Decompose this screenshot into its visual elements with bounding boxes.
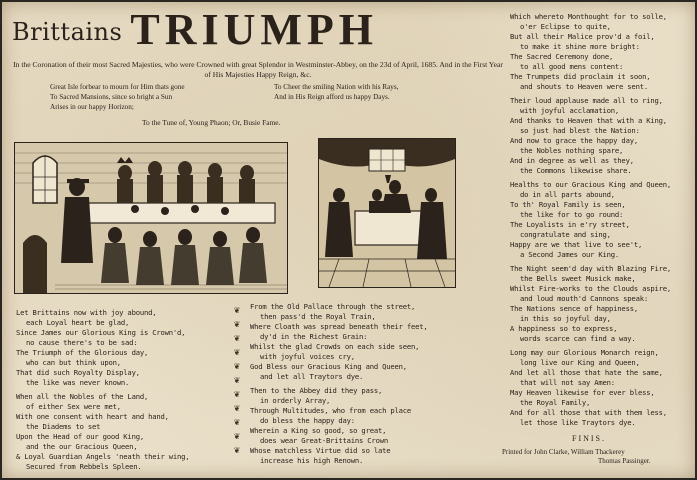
verse-line: The Triumph of the Glorious day,	[16, 348, 149, 357]
verse-line: The Nations sence of happiness,	[510, 304, 638, 313]
verse-line: The Loyalists in e'ry street,	[510, 220, 630, 229]
woodcut-toast-image	[319, 139, 455, 287]
title-big: TRIUMPH	[130, 5, 378, 54]
verse-line: in this so joyful day,	[520, 314, 611, 323]
verse-line: With one consent with heart and hand,	[16, 412, 169, 421]
verse-line: so just had blest the Nation:	[520, 126, 640, 135]
verse-line: let those like Traytors dye.	[520, 418, 636, 427]
epigraph-right-line: And in His Reign afford us happy Days.	[274, 93, 390, 101]
epigraph-left-line: To Sacred Mansions, since so bright a Sun	[50, 93, 173, 101]
verse-line: the like for to go round:	[520, 210, 624, 219]
verse-line: Whose matchless Virtue did so late	[250, 446, 391, 455]
subtitle: In the Coronation of their most Sacred Majesties, who were Crowned with great Splendor in Westminster-Abbey, on the 23d of April, 1685. And in the First Year of His Majesties Happy Reign, &c.	[13, 60, 503, 79]
verse-line: congratulate and sing,	[520, 230, 611, 239]
verse-line: do in all parts abound,	[520, 190, 615, 199]
verse-line: God Bless our Gracious King and Queen,	[250, 362, 407, 371]
verse-line: do bless the happy day:	[260, 416, 355, 425]
verse-line: Whilst Fire-works to the Clouds aspire,	[510, 284, 671, 293]
verse-line: Then to the Abbey did they pass,	[250, 386, 383, 395]
title-small: Brittains	[12, 18, 123, 46]
verse-line: and loud mouth'd Cannons speak:	[520, 294, 648, 303]
verse-line: each Loyal heart be glad,	[26, 318, 130, 327]
verse-line: who can but think upon,	[26, 358, 121, 367]
verse-line: And now to grace the happy day,	[510, 136, 638, 145]
verse-line: The Trumpets did proclaim it soon,	[510, 72, 651, 81]
verse-line: and shouts to Heaven were sent.	[520, 82, 648, 91]
verse-line: dy'd in the Richest Grain:	[260, 332, 368, 341]
verse-line: & Loyal Guardian Angels 'neath their wing,	[16, 452, 190, 461]
verse-line: the Commons likewise share.	[520, 166, 632, 175]
verse-line: Whilst the glad Crowds on each side seen,	[250, 342, 420, 351]
verse-line: The Night seem'd day with Blazing Fire,	[510, 264, 671, 273]
verse-line: To th' Royal Family is seen,	[510, 200, 626, 209]
verse-line: Healths to our Gracious King and Queen,	[510, 180, 671, 189]
verse-line: And let all those that hate the same,	[510, 368, 663, 377]
imprint	[502, 448, 692, 466]
verse-line: to all good mens content:	[520, 62, 624, 71]
verse-line: Which whereto Monthought for to solle,	[510, 12, 667, 21]
verse-line: The Sacred Ceremony done,	[510, 52, 614, 61]
verse-line: to make it shine more bright:	[520, 42, 640, 51]
verse-line: May Heaven likewise for ever bless,	[510, 388, 655, 397]
verse-line: with joyful acclamation,	[520, 106, 620, 115]
verse-column-1	[16, 308, 189, 472]
verse-line: And in degree as well as they,	[510, 156, 634, 165]
verse-line: the Bells sweet Musick make,	[520, 274, 636, 283]
verse-line: Since James our Glorious King is Crown'd,	[16, 328, 186, 337]
tune-line: To the Tune of, Young Phaon; Or, Busie Fame.	[142, 118, 281, 127]
verse-line: the Diadems to set	[26, 422, 101, 431]
verse-line: When all the Nobles of the Land,	[16, 392, 149, 401]
woodcut-banquet	[14, 142, 288, 294]
broadside-sheet	[2, 2, 695, 478]
title	[12, 5, 378, 54]
verse-line: in orderly Array,	[260, 396, 331, 405]
verse-line: Through Multitudes, who from each place	[250, 406, 411, 415]
verse-line: Happy are we that live to see't,	[510, 240, 643, 249]
ornament-divider: ❦ ❦ ❦ ❦ ❦ ❦ ❦ ❦ ❦ ❦ ❦	[233, 306, 241, 455]
verse-line: and the our Gracious Queen,	[26, 442, 138, 451]
verse-line: Long may our Glorious Monarch reign,	[510, 348, 659, 357]
epigraph-left-line: Great Isle forbear to mourn for Him thats gone	[50, 83, 185, 91]
epigraph-right	[274, 82, 514, 102]
verse-line: long live our King and Queen,	[520, 358, 640, 367]
verse-line: then pass'd the Royal Train,	[260, 312, 376, 321]
imprint-line-2: Thomas Passinger.	[598, 457, 651, 465]
imprint-line-1: Printed for John Clarke, William Thackerey	[502, 448, 625, 456]
verse-line: with joyful voices cry,	[260, 352, 355, 361]
woodcut-toast	[318, 138, 456, 288]
epigraph-right-line: To Cheer the smiling Nation with his Rays,	[274, 83, 399, 91]
verse-line: increase his high Renown.	[260, 456, 364, 465]
verse-column-2	[250, 302, 427, 466]
verse-line: the Royal Family,	[520, 398, 591, 407]
verse-line: But all their Malice prov'd a foil,	[510, 32, 655, 41]
epigraph-left-line: Arises in our happy Horizon;	[50, 103, 134, 111]
verse-line: And thanks to Heaven that with a King,	[510, 116, 667, 125]
verse-line: Let Brittains now with joy abound,	[16, 308, 157, 317]
verse-line: of either Sex were met,	[26, 402, 121, 411]
verse-column-3	[510, 12, 671, 428]
verse-line: Where Cloath was spread beneath their feet,	[250, 322, 428, 331]
verse-line: Upon the Head of our good King,	[16, 432, 144, 441]
verse-line: and let all Traytors dye.	[260, 372, 364, 381]
verse-line: And for all those that with them less,	[510, 408, 667, 417]
verse-line: From the Old Pallace through the street,	[250, 302, 416, 311]
verse-line: the Nobles nothing spare,	[520, 146, 624, 155]
verse-line: Wherein a King so good, so great,	[250, 426, 387, 435]
finis: FINIS.	[572, 434, 607, 443]
verse-line: Their loud applause made all to ring,	[510, 96, 663, 105]
verse-line: that will not say Amen:	[520, 378, 615, 387]
verse-line: A happiness so to express,	[510, 324, 618, 333]
woodcut-banquet-image	[15, 143, 287, 293]
verse-line: the like was never known.	[26, 378, 130, 387]
verse-line: words scarce can find a way.	[520, 334, 636, 343]
verse-line: does wear Great-Brittains Crown	[260, 436, 388, 445]
verse-line: o'er Eclipse to quite,	[520, 22, 611, 31]
verse-line: Secured from Rebbels Spleen.	[26, 462, 142, 471]
verse-line: a Second James our King.	[520, 250, 620, 259]
epigraph-left	[50, 82, 270, 112]
verse-line: no cause there's to be sad:	[26, 338, 138, 347]
verse-line: That did such Royalty Display,	[16, 368, 140, 377]
